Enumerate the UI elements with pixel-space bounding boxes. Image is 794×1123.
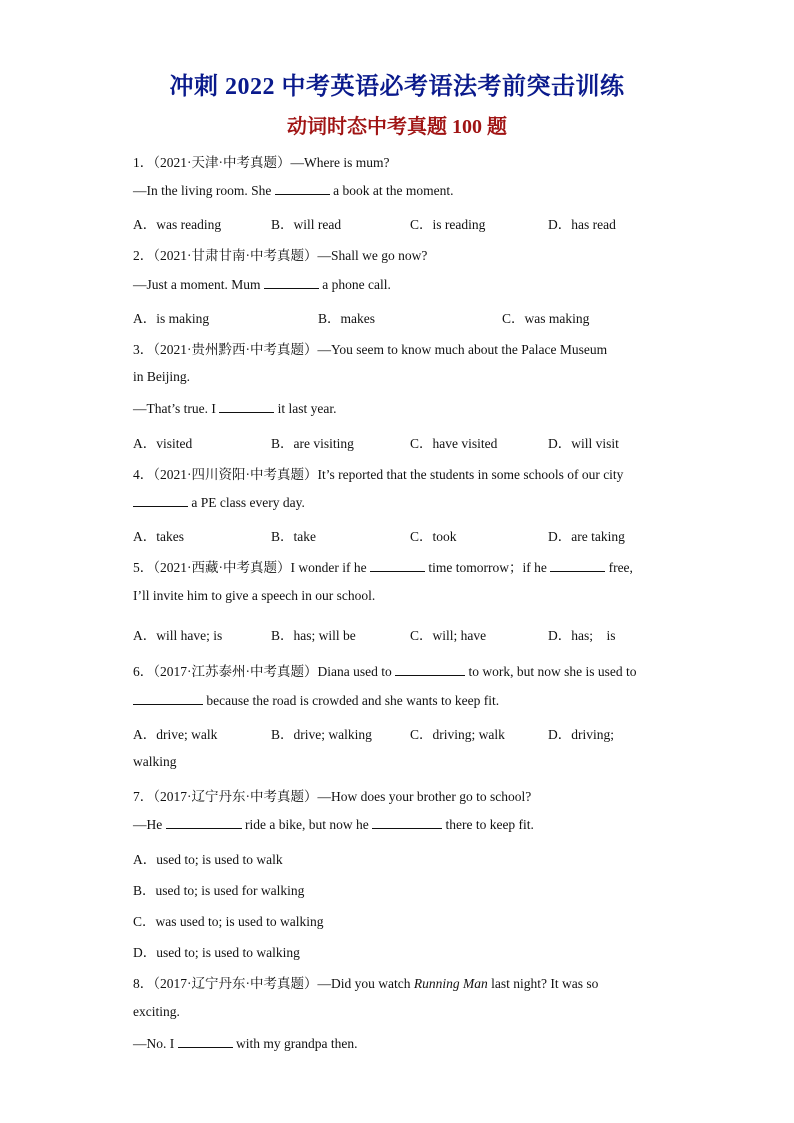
q4-option-b: B．take bbox=[271, 529, 316, 544]
answer-blank bbox=[166, 816, 242, 829]
question-4-stem: 4．（2021·四川资阳·中考真题）It’s reported that the students in some schools of our city bbox=[133, 467, 624, 482]
answer-blank bbox=[370, 559, 425, 572]
q4-option-d: D．are taking bbox=[548, 529, 625, 544]
q5-option-a: A．will have; is bbox=[133, 628, 223, 643]
q1-option-a: A．was reading bbox=[133, 217, 222, 232]
question-2-dialogue: —Just a moment. Mum a phone call. bbox=[133, 277, 391, 292]
q4-option-c: C．took bbox=[410, 529, 457, 544]
q3-option-c: C．have visited bbox=[410, 436, 498, 451]
question-7-stem: 7．（2017·辽宁丹东·中考真题）—How does your brother go to school? bbox=[133, 789, 532, 804]
q3-option-d: D．will visit bbox=[548, 436, 619, 451]
q3-option-a: A．visited bbox=[133, 436, 193, 451]
question-3-dialogue: —That’s true. I it last year. bbox=[133, 401, 337, 416]
q7-option-c: C．was used to; is used to walking bbox=[133, 914, 324, 929]
answer-blank bbox=[372, 816, 442, 829]
question-6-stem-cont: because the road is crowded and she wants to keep fit. bbox=[133, 692, 499, 709]
q5-option-d: D．has; is bbox=[548, 628, 616, 643]
answer-blank bbox=[550, 559, 605, 572]
q6-option-b: B．drive; walking bbox=[271, 727, 372, 742]
question-7-dialogue: —He ride a bike, but now he there to keep fit. bbox=[133, 817, 534, 832]
answer-blank bbox=[395, 663, 465, 676]
q1-option-c: C．is reading bbox=[410, 217, 486, 232]
q7-option-d: D．used to; is used to walking bbox=[133, 945, 300, 960]
q7-option-b: B．used to; is used for walking bbox=[133, 883, 305, 898]
question-1-dialogue: —In the living room. She a book at the moment. bbox=[133, 183, 454, 198]
answer-blank bbox=[219, 400, 274, 413]
question-1-stem: 1．（2021·天津·中考真题）—Where is mum? bbox=[133, 155, 390, 170]
q2-option-c: C．was making bbox=[502, 311, 590, 326]
answer-blank bbox=[178, 1035, 233, 1048]
q7-option-a: A．used to; is used to walk bbox=[133, 852, 283, 867]
q6-option-d: D．driving; bbox=[548, 727, 614, 742]
question-5-stem: 5．（2021·西藏·中考真题）I wonder if he time tomorrow；if he free, bbox=[133, 560, 633, 575]
q2-option-a: A．is making bbox=[133, 311, 210, 326]
question-2-stem: 2．（2021·甘肃甘南·中考真题）—Shall we go now? bbox=[133, 248, 428, 263]
q5-option-c: C．will; have bbox=[410, 628, 487, 643]
answer-blank bbox=[133, 494, 188, 507]
question-8-stem: 8．（2017·辽宁丹东·中考真题）—Did you watch Running Man last night? It was so bbox=[133, 976, 599, 991]
answer-blank bbox=[133, 692, 203, 705]
question-8-stem-cont: exciting. bbox=[133, 1004, 180, 1019]
q1-option-d: D．has read bbox=[548, 217, 616, 232]
q6-option-a: A．drive; walk bbox=[133, 727, 218, 742]
question-3-stem: 3．（2021·贵州黔西·中考真题）—You seem to know much about the Palace Museum bbox=[133, 342, 608, 357]
question-3-stem-cont: in Beijing. bbox=[133, 369, 190, 384]
q2-option-b: B．makes bbox=[318, 311, 375, 326]
q3-option-b: B．are visiting bbox=[271, 436, 354, 451]
answer-blank bbox=[264, 276, 319, 289]
q6-option-c: C．driving; walk bbox=[410, 727, 505, 742]
page-subtitle: 动词时态中考真题 100 题 bbox=[287, 116, 507, 138]
q4-option-a: A．takes bbox=[133, 529, 184, 544]
question-5-stem-cont: I’ll invite him to give a speech in our school. bbox=[133, 588, 376, 603]
q1-option-b: B．will read bbox=[271, 217, 342, 232]
answer-blank bbox=[275, 182, 330, 195]
q6-option-d-cont: walking bbox=[133, 754, 177, 769]
question-8-dialogue: —No. I with my grandpa then. bbox=[133, 1036, 358, 1051]
q5-option-b: B．has; will be bbox=[271, 628, 356, 643]
question-4-stem-cont: a PE class every day. bbox=[133, 494, 305, 511]
question-6-stem: 6．（2017·江苏泰州·中考真题）Diana used to to work, but now she is used to bbox=[133, 664, 637, 679]
page-title: 冲刺 2022 中考英语必考语法考前突击训练 bbox=[169, 74, 625, 100]
